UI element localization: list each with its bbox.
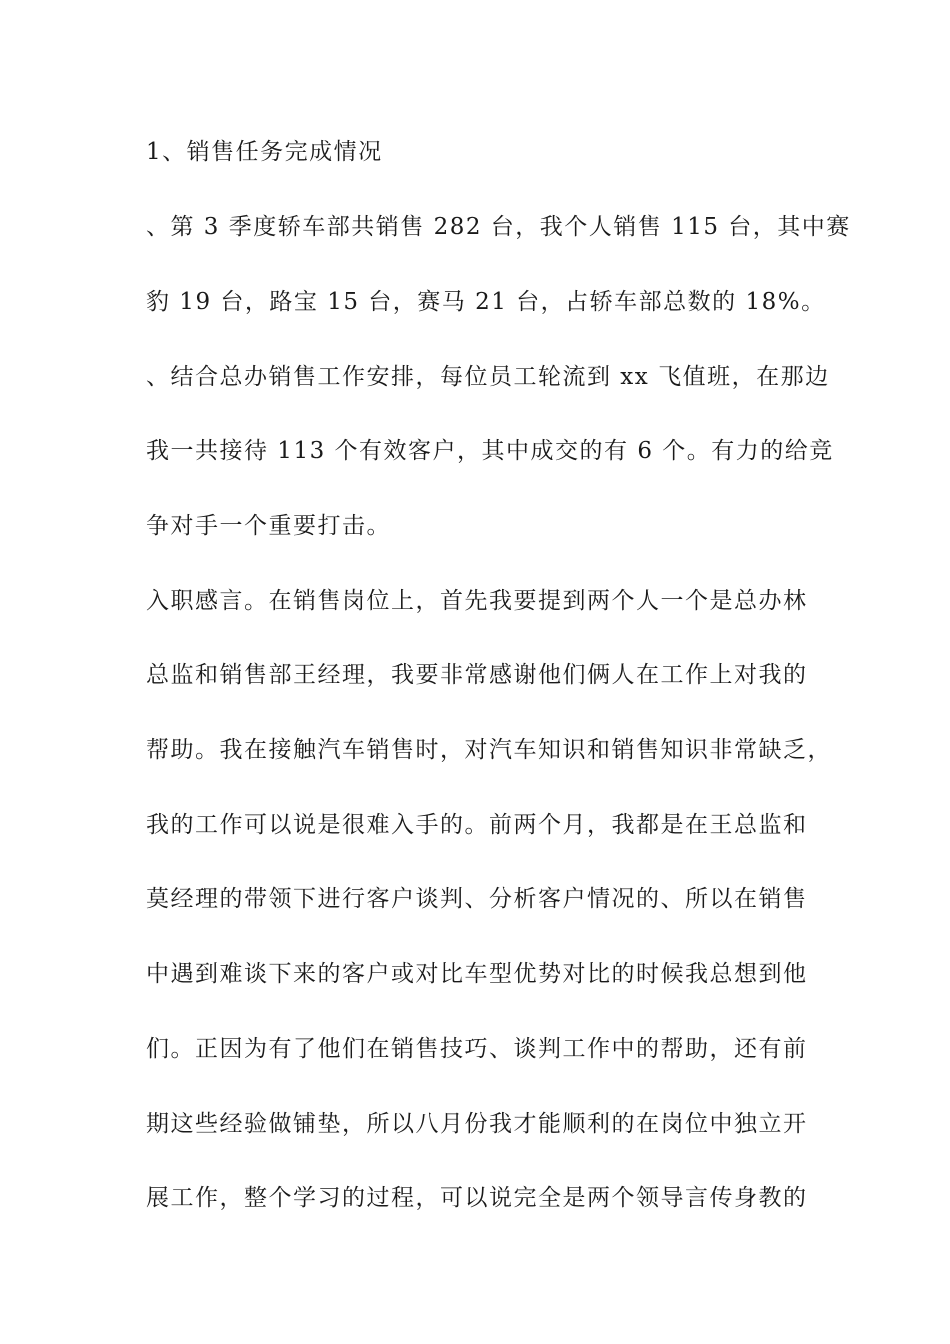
text-line: 我一共接待 113 个有效客户，其中成交的有 6 个。有力的给竞 <box>146 438 834 464</box>
text-line: 帮助。我在接触汽车销售时，对汽车知识和销售知识非常缺乏， <box>146 737 832 763</box>
text-line: 豹 19 台，路宝 15 台，赛马 21 台，占轿车部总数的 18%。 <box>146 289 826 315</box>
text-line: 、第 3 季度轿车部共销售 282 台，我个人销售 115 台，其中赛 <box>146 214 851 240</box>
text-line: 入职感言。在销售岗位上，首先我要提到两个人一个是总办林 <box>146 588 808 614</box>
section-heading: 1、销售任务完成情况 <box>146 139 383 165</box>
text-line: 我的工作可以说是很难入手的。前两个月，我都是在王总监和 <box>146 812 808 838</box>
text-line: 莫经理的带领下进行客户谈判、分析客户情况的、所以在销售 <box>146 886 808 912</box>
text-line: 中遇到难谈下来的客户或对比车型优势对比的时候我总想到他 <box>146 961 808 987</box>
text-line: 争对手一个重要打击。 <box>146 513 391 539</box>
text-line: 、结合总办销售工作安排，每位员工轮流到 xx 飞值班，在那边 <box>146 364 830 390</box>
text-line: 期这些经验做铺垫，所以八月份我才能顺利的在岗位中独立开 <box>146 1111 808 1137</box>
text-line: 们。正因为有了他们在销售技巧、谈判工作中的帮助，还有前 <box>146 1036 808 1062</box>
text-line: 展工作，整个学习的过程，可以说完全是两个领导言传身教的 <box>146 1185 808 1211</box>
text-line: 总监和销售部王经理，我要非常感谢他们俩人在工作上对我的 <box>146 662 808 688</box>
